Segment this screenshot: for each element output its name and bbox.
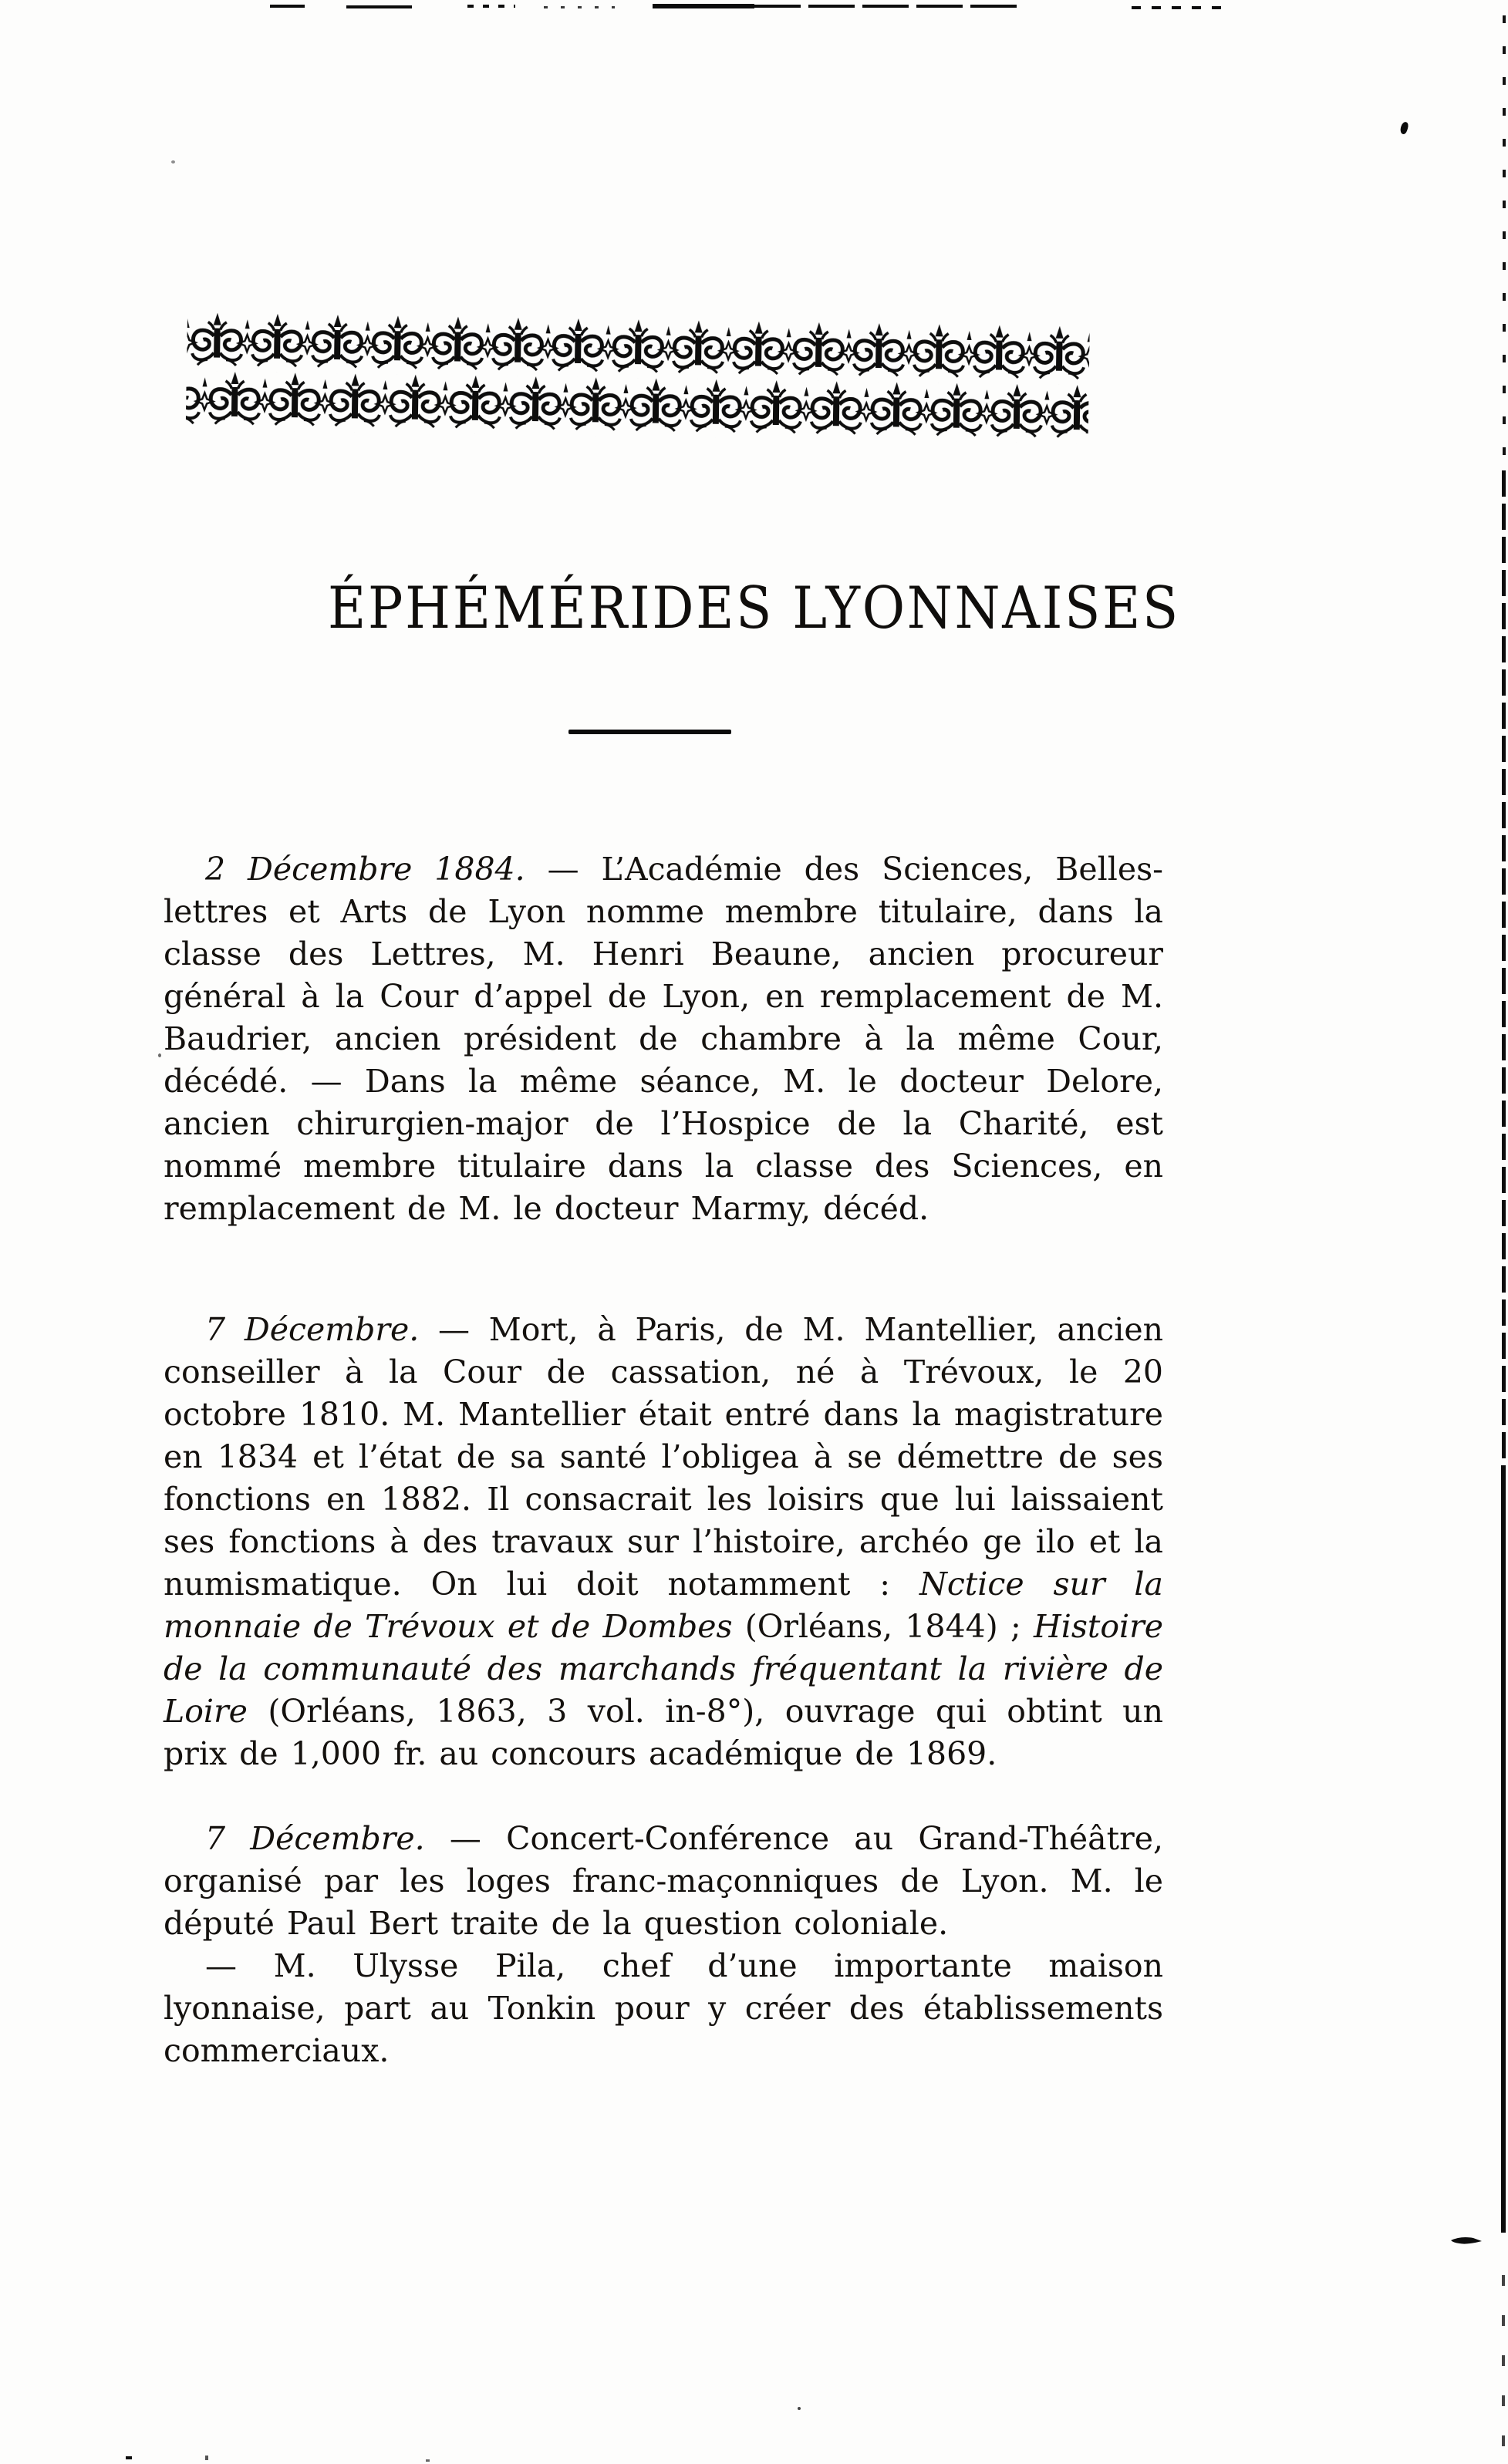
scan-edge-mark [653, 4, 754, 8]
text-run: — Mort, à Paris, de M. Mantellier, ancien conseiller à la Cour de cassation, né à Trévoux, le 20 octobre 1810. M. Mantellier était entré dans la magistrature en 1834 et l’état de sa santé l’obligea à se démettre de ses fonctions en 1882. Il consacrait les loisirs que lui laissaient ses fonctions à des travaux sur l’histoire, archéo ge ilo et la numismatique. On lui doit notamment : [164, 1311, 1164, 1603]
scan-speck [426, 2459, 430, 2462]
text-run: — Concert-Conférence au Grand-Théâtre, organisé par les loges franc-maçonniques de Lyon. M. le député Paul Bert traite de la question coloniale. [164, 1820, 1163, 1942]
scan-speck [126, 2456, 141, 2459]
text-block [164, 848, 1163, 2072]
italic-run: Histoire de la communauté des marchands fréquentant la rivière de Loire [164, 1608, 1164, 1730]
paragraph [164, 848, 1163, 1230]
italic-run: 2 Décembre 1884. [205, 851, 525, 888]
scan-edge-mark [754, 5, 1024, 8]
text-run: — L’Académie des Sciences, Belles-lettres et Arts de Lyon nomme membre titulaire, dans la classe des Lettres, M. Henri Beaune, ancien procureur général à la Cour d’appel de Lyon, en remplacement de M. Baudrier, ancien président de chambre à la même Cour, décédé. — Dans la même séance, M. le docteur Delore, ancien chirurgien-major de l’Hospice de la Charité, est nommé membre titulaire dans la classe des Sciences, en remplacement de M. le docteur Marmy, décéd. [164, 851, 1163, 1227]
scan-edge-mark [544, 6, 615, 8]
scan-edge-mark [346, 5, 412, 8]
scan-speck [158, 1053, 161, 1057]
scan-speck [171, 160, 175, 163]
scan-speck [205, 2456, 208, 2460]
scan-speck [798, 2407, 801, 2410]
page-title: ÉPHÉMÉRIDES LYONNAISES [328, 574, 1180, 642]
ornament-band [186, 312, 1090, 447]
title-rule [568, 730, 731, 734]
scan-edge-mark [467, 5, 515, 8]
paragraph [164, 1945, 1163, 2072]
scan-edge-line-segment [1503, 15, 1506, 470]
italic-run: 7 Décembre. [205, 1820, 425, 1857]
italic-run: 7 Décembre. [205, 1311, 420, 1348]
scan-edge-mark [1132, 6, 1223, 9]
text-run: — M. Ulysse Pila, chef d’une importante maison lyonnaise, part au Tonkin pour y créer des établissements commerciaux. [164, 1947, 1163, 2069]
paragraph [164, 1309, 1163, 1775]
ink-blot-mark [1399, 121, 1410, 135]
scan-edge-line-segment [1502, 2275, 1505, 2452]
fleur-de-lis-ornament [186, 312, 1090, 443]
scan-edge-line-segment [1501, 1465, 1506, 2233]
paragraph [164, 1818, 1163, 1945]
text-run: (Orléans, 1844) ; [732, 1608, 1034, 1645]
scan-edge-mark [270, 5, 305, 8]
text-run: (Orléans, 1863, 3 vol. in-8°), ouvrage qui obtint un prix de 1,000 fr. au concours académique de 1869. [164, 1693, 1163, 1772]
scan-edge-line-segment [1502, 470, 1506, 1465]
italic-run: Nctice sur la monnaie de Trévoux et de Dombes [164, 1566, 1163, 1645]
pen-tick-mark [1450, 2235, 1483, 2250]
